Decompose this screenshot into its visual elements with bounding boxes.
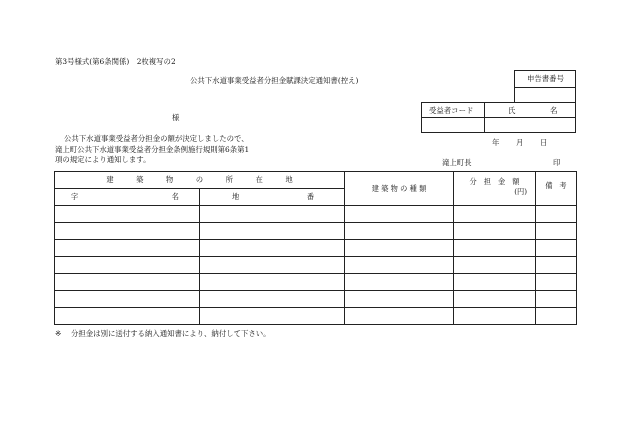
cell-remarks[interactable]	[536, 257, 577, 274]
body-text-line-2: 滝上町公共下水道事業受益者分担金条例施行規則第6条第1	[55, 145, 250, 154]
cell-amount[interactable]	[454, 308, 536, 325]
footnote-mark: ※	[55, 329, 62, 338]
cell-remarks[interactable]	[536, 240, 577, 257]
cell-aza[interactable]	[55, 274, 200, 291]
cell-chiban[interactable]	[200, 206, 345, 223]
cell-amount[interactable]	[454, 206, 536, 223]
location-header-char: 在	[255, 175, 263, 185]
chiban-header	[200, 189, 345, 206]
table-header-row-1	[55, 172, 577, 189]
amount-unit: (円)	[514, 186, 528, 196]
amount-header-char: 担	[483, 177, 491, 187]
amount-header-char: 分	[469, 177, 477, 187]
declaration-number-label: 申告書番号	[527, 74, 564, 83]
chiban-header-char: 番	[306, 192, 315, 202]
amount-header	[454, 172, 536, 206]
remarks-header-char: 備	[545, 180, 553, 190]
remarks-header	[536, 172, 577, 206]
cell-building-type[interactable]	[345, 206, 454, 223]
declaration-number-divider	[515, 87, 575, 88]
declaration-number-box	[514, 70, 576, 103]
cell-building-type[interactable]	[345, 291, 454, 308]
name-label-mei: 名	[550, 106, 558, 115]
location-header	[55, 172, 345, 189]
body-text-line-1: 公共下水道事業受益者分担金の額が決定しましたので、	[64, 134, 249, 143]
table-row	[55, 291, 577, 308]
recipient-sama: 様	[172, 113, 180, 122]
cell-amount[interactable]	[454, 274, 536, 291]
cell-chiban[interactable]	[200, 291, 345, 308]
date-year: 年	[492, 138, 500, 147]
date-day: 日	[540, 138, 548, 147]
aza-header-char: 名	[171, 192, 179, 202]
chiban-header-char: 地	[232, 192, 240, 202]
remarks-header-char: 考	[559, 180, 567, 190]
location-header-char: の	[195, 175, 204, 185]
location-header-char: 物	[166, 175, 174, 185]
cell-chiban[interactable]	[200, 240, 345, 257]
cell-chiban[interactable]	[200, 223, 345, 240]
table-row	[55, 308, 577, 325]
document-title: 公共下水道事業受益者分担金賦課決定通知書(控え)	[190, 76, 359, 85]
cell-amount[interactable]	[454, 223, 536, 240]
table-row	[55, 257, 577, 274]
cell-remarks[interactable]	[536, 223, 577, 240]
cell-aza[interactable]	[55, 257, 200, 274]
cell-remarks[interactable]	[536, 274, 577, 291]
aza-header-char: 字	[71, 192, 79, 202]
cell-amount[interactable]	[454, 240, 536, 257]
beneficiary-code-label: 受益者コード	[429, 106, 474, 115]
location-header-char: 築	[136, 175, 144, 185]
location-header-char: 建	[106, 175, 114, 185]
building-type-header: 建 築 物 の 種 類	[345, 172, 454, 206]
cell-building-type[interactable]	[345, 257, 454, 274]
table-row	[55, 223, 577, 240]
date-month: 月	[516, 138, 524, 147]
cell-aza[interactable]	[55, 308, 200, 325]
table-row	[55, 240, 577, 257]
cell-chiban[interactable]	[200, 257, 345, 274]
amount-header-char: 額	[512, 177, 520, 187]
issuer-seal: 印	[553, 158, 561, 167]
footnote-text: 分担金は別に送付する納入通知書により、納付して下さい。	[71, 329, 271, 338]
cell-chiban[interactable]	[200, 308, 345, 325]
cell-building-type[interactable]	[345, 223, 454, 240]
cell-amount[interactable]	[454, 291, 536, 308]
body-text-line-3: 項の規定により通知します。	[55, 155, 151, 164]
location-header-char: 所	[225, 175, 233, 185]
aza-header	[55, 189, 200, 206]
assessment-table	[54, 171, 577, 325]
beneficiary-code-separator	[484, 103, 485, 132]
cell-aza[interactable]	[55, 291, 200, 308]
beneficiary-code-box	[421, 102, 576, 133]
cell-chiban[interactable]	[200, 274, 345, 291]
amount-header-char: 金	[498, 177, 506, 187]
cell-building-type[interactable]	[345, 274, 454, 291]
beneficiary-code-divider	[422, 117, 575, 118]
cell-remarks[interactable]	[536, 206, 577, 223]
table-row	[55, 274, 577, 291]
table-row	[55, 206, 577, 223]
cell-remarks[interactable]	[536, 291, 577, 308]
cell-aza[interactable]	[55, 240, 200, 257]
form-number: 第3号様式(第6条関係) 2枚複写の2	[55, 57, 176, 66]
cell-building-type[interactable]	[345, 308, 454, 325]
cell-building-type[interactable]	[345, 240, 454, 257]
location-header-char: 地	[285, 175, 293, 185]
cell-amount[interactable]	[454, 257, 536, 274]
cell-aza[interactable]	[55, 223, 200, 240]
name-label-shi: 氏	[508, 106, 516, 115]
cell-aza[interactable]	[55, 206, 200, 223]
cell-remarks[interactable]	[536, 308, 577, 325]
issuer-mayor: 滝上町長	[442, 158, 472, 167]
